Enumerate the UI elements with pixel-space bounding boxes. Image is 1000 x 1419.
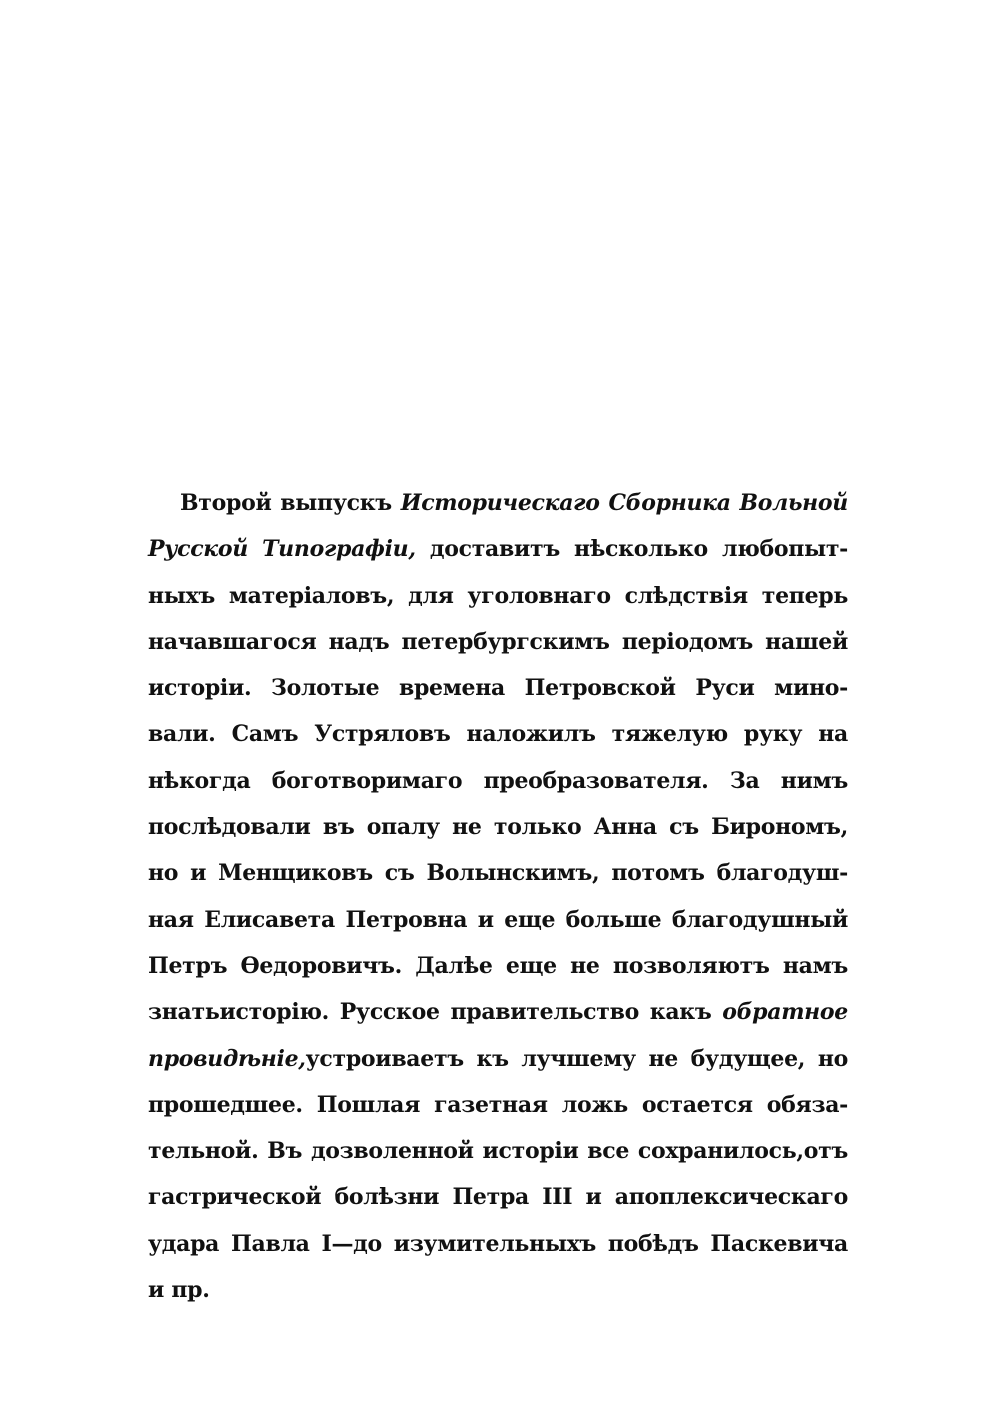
text-span: ныхъ матеріаловъ, для уголовнаго слѣдствія теперь: [148, 582, 848, 609]
italic-text-span: обратное: [722, 999, 848, 1026]
text-span: прошедшее. Пошлая газетная ложь остается обяза-: [148, 1091, 848, 1118]
text-span: тельной. Въ дозволенной исторіи все сохранилось,отъ: [148, 1138, 848, 1165]
text-line: [148, 1128, 848, 1174]
text-line: [148, 943, 848, 989]
body-paragraph: [148, 480, 848, 1313]
italic-text-span: провидѣніе,: [148, 1045, 306, 1072]
text-span: нѣкогда боготворимаго преобразователя. За нимъ: [148, 767, 848, 794]
text-span: вали. Самъ Устряловъ наложилъ тяжелую руку на: [148, 721, 848, 748]
text-span: Петръ Ѳедоровичъ. Далѣе еще не позволяютъ намъ: [148, 952, 848, 979]
text-line: [148, 1221, 848, 1267]
text-span: начавшагося надъ петербургскимъ періодомъ нашей: [148, 628, 848, 655]
text-span: устроиваетъ къ лучшему не будущее, но: [305, 1045, 848, 1072]
italic-text-span: Историческаго Сборника Вольной: [400, 490, 848, 516]
text-line: [148, 1267, 848, 1313]
text-span: доставитъ нѣсколько любопыт-: [415, 536, 848, 563]
text-line: [148, 480, 848, 526]
text-line: [148, 897, 848, 943]
text-span: послѣдовали въ опалу не только Анна съ Бирономъ,: [148, 814, 848, 841]
text-span: исторіи. Золотые времена Петровской Руси мино-: [148, 675, 848, 702]
text-line: [148, 1082, 848, 1128]
italic-text-span: Русской Типографіи,: [148, 536, 416, 563]
text-span: ная Елисавета Петровна и еще больше благодушный: [148, 906, 848, 933]
text-span: знатьисторію. Русское правительство какъ: [148, 999, 723, 1026]
text-line: [148, 573, 848, 619]
text-span: но и Менщиковъ съ Волынскимъ, потомъ благодуш-: [148, 860, 848, 887]
text-line: [148, 1036, 848, 1082]
text-line: [148, 526, 848, 572]
text-line: [148, 1174, 848, 1220]
text-line: [148, 665, 848, 711]
text-line: [148, 619, 848, 665]
text-span: Второй выпускъ: [180, 490, 401, 516]
text-line: [148, 758, 848, 804]
text-line: [148, 989, 848, 1035]
text-line: [148, 850, 848, 896]
text-line: [148, 804, 848, 850]
text-span: удара Павла I—до изумительныхъ побѣдъ Паскевича: [148, 1230, 848, 1257]
text-span: и пр.: [148, 1277, 210, 1304]
text-line: [148, 711, 848, 757]
text-span: гастрической болѣзни Петра III и апоплексическаго: [148, 1184, 848, 1211]
